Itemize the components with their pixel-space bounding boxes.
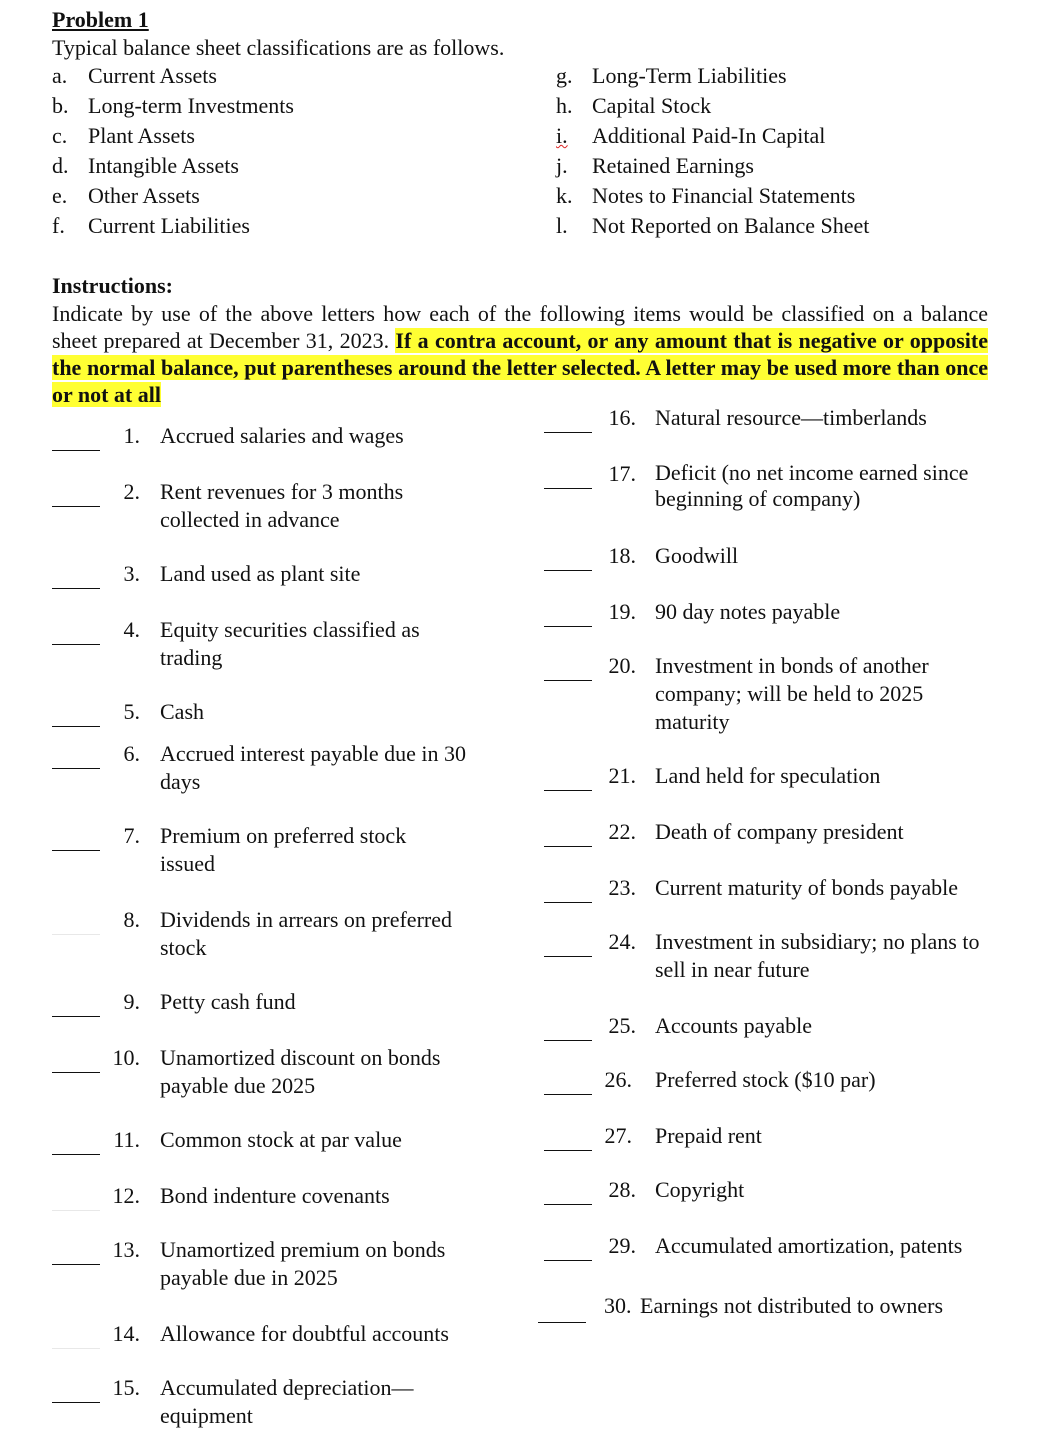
item-text: Accrued salaries and wages — [160, 423, 404, 448]
answer-blank[interactable] — [52, 1264, 100, 1265]
item-number: 11. — [113, 1127, 140, 1152]
item-text: Dividends in arrears on preferred stock — [160, 907, 452, 960]
item-number: 8. — [123, 907, 140, 932]
item-text: Accounts payable — [655, 1013, 812, 1038]
classification-label: Retained Earnings — [592, 153, 754, 178]
classification-letter: a. — [52, 63, 68, 88]
classification-letter: d. — [52, 153, 69, 178]
item-text: Unamortized discount on bonds payable due 2025 — [160, 1045, 441, 1098]
item-text: Copyright — [655, 1177, 745, 1202]
item-number: 6. — [123, 741, 140, 766]
item-text: Land held for speculation — [655, 763, 881, 788]
problem-subtitle: Typical balance sheet classifications are as follows. — [52, 35, 505, 60]
problem-title: Problem 1 — [52, 7, 149, 32]
item-number: 21. — [608, 763, 636, 788]
classification-letter: j. — [556, 153, 568, 178]
classification-label: Current Assets — [88, 63, 217, 88]
item-number: 3. — [123, 561, 140, 586]
item-text: Cash — [160, 699, 204, 724]
item-number: 24. — [608, 929, 636, 954]
item-text: Allowance for doubtful accounts — [160, 1321, 449, 1346]
answer-blank[interactable] — [544, 790, 592, 791]
answer-blank[interactable] — [52, 1072, 100, 1073]
item-number: 13. — [112, 1237, 140, 1262]
answer-blank[interactable] — [52, 1016, 100, 1017]
answer-blank[interactable] — [52, 588, 100, 589]
answer-blank[interactable] — [544, 570, 592, 571]
item-text: Death of company president — [655, 819, 904, 844]
instructions-text — [52, 300, 988, 408]
item-number: 15. — [112, 1375, 140, 1400]
item-text: Investment in bonds of another company; will be held to 2025 maturity — [655, 653, 929, 734]
item-number: 12. — [112, 1183, 140, 1208]
item-number: 9. — [123, 989, 140, 1014]
classification-letter: g. — [556, 63, 573, 88]
item-number: 23. — [608, 875, 636, 900]
item-text: Current maturity of bonds payable — [655, 875, 959, 900]
item-text: Earnings not distributed to owners — [640, 1293, 944, 1318]
item-number: 14. — [112, 1321, 140, 1346]
classification-letter: c. — [52, 123, 68, 148]
answer-blank[interactable] — [544, 846, 592, 847]
item-text: Unamortized premium on bonds payable due in 2025 — [160, 1237, 446, 1290]
item-number: 7. — [123, 823, 140, 848]
item-text: Petty cash fund — [160, 989, 296, 1014]
answer-blank[interactable] — [544, 1204, 592, 1205]
item-number: 30. — [604, 1293, 632, 1318]
instructions-highlight: If a contra account, or any amount that is negative or opposite the normal balance, put parentheses around the letter selected. A letter may be used more than once or not at all — [52, 328, 988, 407]
answer-blank[interactable] — [52, 1402, 100, 1403]
answer-blank[interactable] — [52, 850, 100, 851]
answer-blank[interactable] — [538, 1322, 586, 1323]
answer-blank[interactable] — [544, 626, 592, 627]
answer-blank[interactable] — [544, 488, 592, 489]
answer-blank[interactable] — [544, 1150, 592, 1151]
item-number: 17. — [608, 461, 636, 486]
item-number: 16. — [608, 405, 636, 430]
answer-blank[interactable] — [52, 506, 100, 507]
item-number: 10. — [112, 1045, 140, 1070]
item-text: Accumulated depreciation—equipment — [160, 1375, 414, 1428]
classification-label: Long-Term Liabilities — [592, 63, 787, 88]
item-number: 4. — [123, 617, 140, 642]
answer-blank[interactable] — [52, 1348, 100, 1349]
answer-blank[interactable] — [52, 934, 100, 935]
answer-blank[interactable] — [544, 902, 592, 903]
item-number: 29. — [608, 1233, 636, 1258]
classification-label: Not Reported on Balance Sheet — [592, 213, 870, 238]
item-text: 90 day notes payable — [655, 599, 841, 624]
item-number: 28. — [608, 1177, 636, 1202]
item-text: Natural resource—timberlands — [655, 405, 927, 430]
item-text: Accumulated amortization, patents — [655, 1233, 963, 1258]
item-number: 27. — [604, 1123, 632, 1148]
item-text: Bond indenture covenants — [160, 1183, 390, 1208]
answer-blank[interactable] — [544, 956, 592, 957]
item-text: Deficit (no net income earned since beginning of company) — [655, 460, 969, 511]
classification-label: Long-term Investments — [88, 93, 294, 118]
answer-blank[interactable] — [544, 680, 592, 681]
item-text: Common stock at par value — [160, 1127, 402, 1152]
answer-blank[interactable] — [52, 450, 100, 451]
item-text: Land used as plant site — [160, 561, 361, 586]
item-number: 22. — [608, 819, 636, 844]
classification-letter: b. — [52, 93, 69, 118]
item-text: Equity securities classified as trading — [160, 617, 420, 670]
classification-label: Additional Paid-In Capital — [592, 123, 826, 148]
item-text: Investment in subsidiary; no plans to sell in near future — [655, 929, 980, 982]
answer-blank[interactable] — [544, 1260, 592, 1261]
instructions-heading: Instructions: — [52, 273, 174, 298]
item-number: 18. — [608, 543, 636, 568]
answer-blank[interactable] — [52, 644, 100, 645]
classification-letter: e. — [52, 183, 68, 208]
item-text: Premium on preferred stock issued — [160, 823, 407, 876]
classification-letter: l. — [556, 213, 568, 238]
item-text: Accrued interest payable due in 30 days — [160, 741, 467, 794]
instructions-body: Indicate by use of the above letters how each of the following items would be classified on a balance sheet prepared at December 31, 2023. — [52, 301, 988, 353]
answer-blank[interactable] — [52, 726, 100, 727]
classification-letter: k. — [556, 183, 573, 208]
item-number: 19. — [608, 599, 636, 624]
item-number: 20. — [608, 653, 636, 678]
classification-label: Plant Assets — [88, 123, 195, 148]
answer-blank[interactable] — [52, 768, 100, 769]
item-text: Rent revenues for 3 months collected in advance — [160, 479, 404, 532]
item-number: 5. — [123, 699, 140, 724]
classification-letter: f. — [52, 213, 65, 238]
classification-letter: i. — [556, 123, 568, 148]
answer-blank[interactable] — [52, 1154, 100, 1155]
classification-letter: h. — [556, 93, 573, 118]
item-number: 2. — [123, 479, 140, 504]
classification-label: Current Liabilities — [88, 213, 250, 238]
item-number: 25. — [608, 1013, 636, 1038]
classification-label: Other Assets — [88, 183, 200, 208]
answer-blank[interactable] — [544, 1040, 592, 1041]
classification-label: Notes to Financial Statements — [592, 183, 856, 208]
item-text: Preferred stock ($10 par) — [655, 1067, 876, 1092]
classification-label: Capital Stock — [592, 93, 712, 118]
answer-blank[interactable] — [544, 1094, 592, 1095]
item-text: Prepaid rent — [655, 1123, 762, 1148]
item-number: 26. — [604, 1067, 632, 1092]
answer-blank[interactable] — [544, 432, 592, 433]
item-text: Goodwill — [655, 543, 739, 568]
answer-blank[interactable] — [52, 1210, 100, 1211]
item-number: 1. — [123, 423, 140, 448]
classification-label: Intangible Assets — [88, 153, 239, 178]
